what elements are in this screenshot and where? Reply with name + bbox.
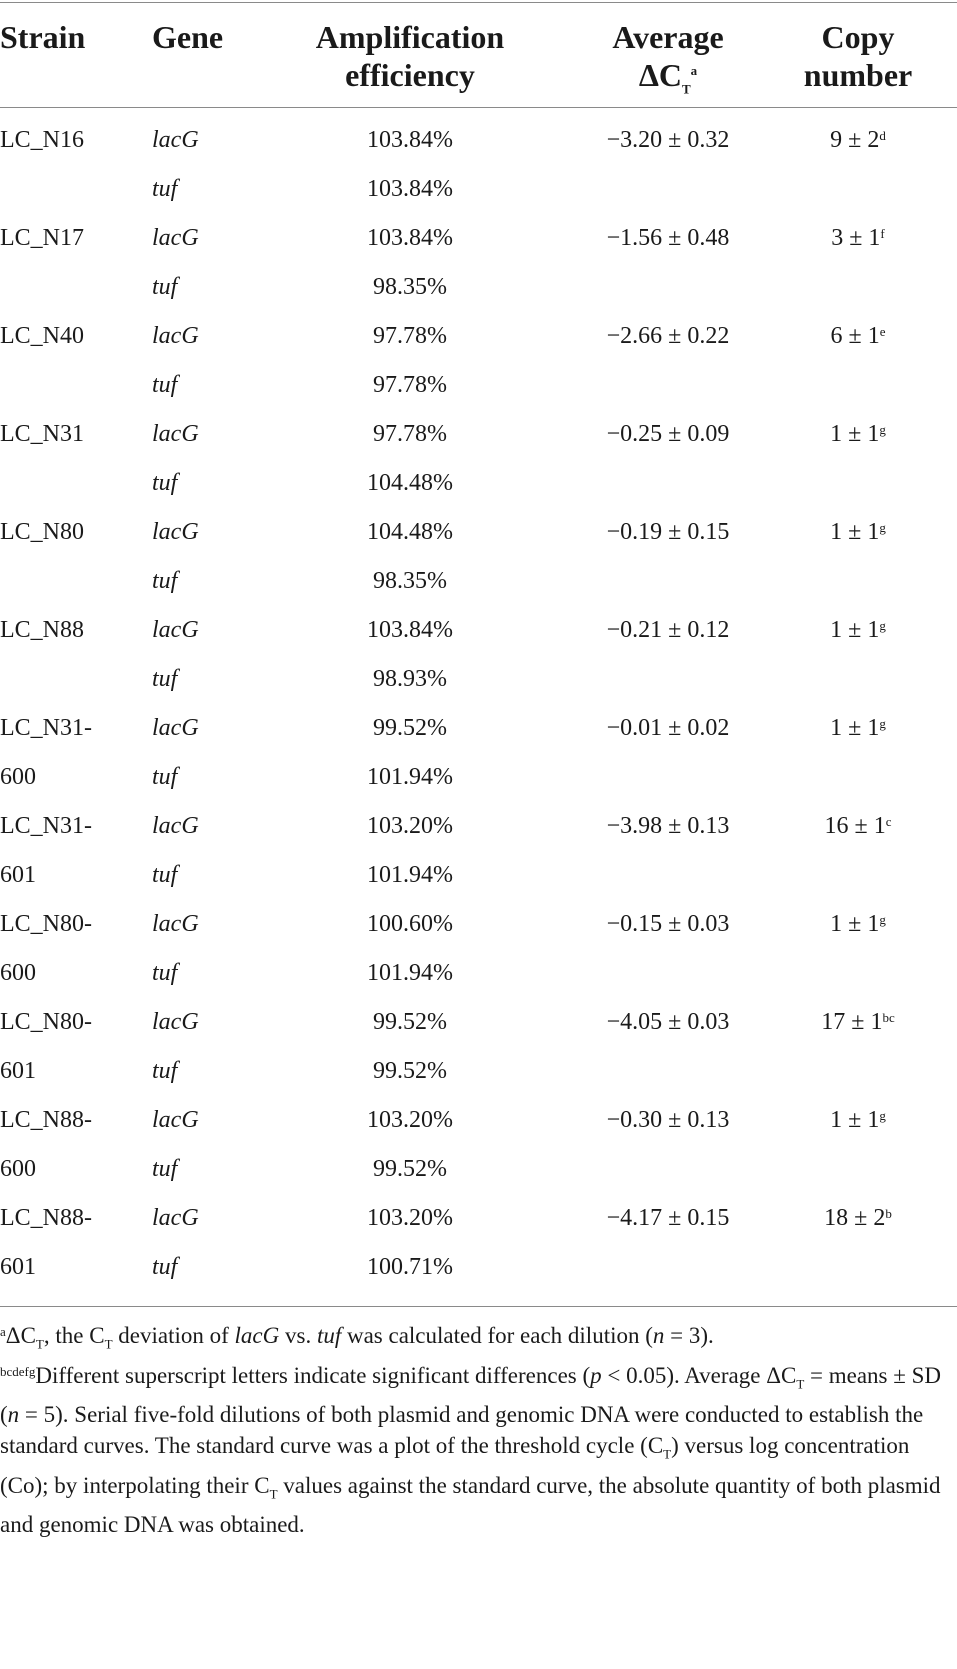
strain-cell: 601: [0, 1058, 36, 1084]
footnote-a-marker: a: [0, 1324, 6, 1339]
average-delta-ct-cell: −3.98 ± 0.13: [606, 813, 730, 839]
average-delta-ct-cell: −3.20 ± 0.32: [606, 127, 730, 153]
amplification-efficiency-cell: 103.20%: [367, 813, 453, 839]
amplification-efficiency-cell: 97.78%: [373, 323, 447, 349]
amplification-efficiency-cell: 97.78%: [373, 421, 447, 447]
header-copy-number: [758, 18, 957, 94]
significance-superscript: c: [885, 814, 892, 829]
copy-number-value: 1 ± 1: [830, 421, 880, 447]
strain-cell: LC_N80: [0, 519, 84, 545]
gene-cell: lacG: [152, 911, 199, 937]
footnote-b-text: Different superscript letters indicate significant differences (p < 0.05). Average $\Delta C_T$ = means ± SD (n = 5). Serial five-fold dilutions of both plasmid and genomic DNA were conducted to establish the standard curves. The standard curve was a plot of the threshold cycle $(C_T)$ versus log concentration (Co); by interpolating their $C_T$ values against the standard curve, the absolute quantity of both plasmid and genomic DNA was obtained.: [0, 1362, 942, 1538]
copy-number-cell: [758, 223, 957, 253]
strain-cell: LC_N31: [0, 421, 84, 447]
significance-superscript: e: [879, 324, 886, 339]
amplification-efficiency-cell: 103.84%: [367, 225, 453, 251]
copy-number-value: 18 ± 2: [824, 1205, 886, 1231]
footnote-a: [0, 1320, 957, 1360]
strain-cell: LC_N31-: [0, 813, 92, 839]
copy-number-value: 1 ± 1: [830, 911, 880, 937]
copy-number-cell: [758, 1105, 957, 1135]
gene-cell: tuf: [152, 1156, 178, 1182]
footnote-b: [0, 1360, 957, 1541]
amplification-efficiency-cell: 101.94%: [367, 764, 453, 790]
copy-number-cell: [758, 125, 957, 155]
strain-cell: LC_N16: [0, 127, 84, 153]
gene-cell: tuf: [152, 372, 178, 398]
significance-superscript: f: [880, 226, 885, 241]
amplification-efficiency-cell: 98.35%: [373, 274, 447, 300]
amplification-efficiency-cell: 97.78%: [373, 372, 447, 398]
average-delta-ct-cell: −0.01 ± 0.02: [606, 715, 730, 741]
strain-cell: 601: [0, 862, 36, 888]
average-delta-ct-cell: −0.30 ± 0.13: [606, 1107, 730, 1133]
footnote-b-marker: bcdefg: [0, 1363, 36, 1379]
gene-cell: tuf: [152, 1254, 178, 1280]
table-top-rule: [0, 2, 957, 3]
header-avg-delta-c: ΔC: [638, 57, 682, 93]
copy-number-cell: [758, 321, 957, 351]
copy-number-cell: [758, 517, 957, 547]
copy-number-cell: [758, 1007, 957, 1037]
gene-cell: tuf: [152, 274, 178, 300]
amplification-efficiency-cell: 104.48%: [367, 519, 453, 545]
copy-number-value: 6 ± 1: [830, 323, 880, 349]
copy-number-value: 1 ± 1: [830, 1107, 880, 1133]
strain-cell: LC_N31-: [0, 715, 92, 741]
copy-number-value: 1 ± 1: [830, 519, 880, 545]
copy-number-value: 1 ± 1: [830, 617, 880, 643]
amplification-efficiency-cell: 103.84%: [367, 617, 453, 643]
header-average-delta-ct: [548, 18, 788, 108]
amplification-efficiency-cell: 98.35%: [373, 568, 447, 594]
significance-superscript: bc: [882, 1010, 895, 1025]
footnote-a-text: $\Delta C_T$, the $C_T$ deviation of lacG vs. tuf was calculated for each dilution (n = 3).: [5, 1323, 714, 1352]
header-strain: Strain: [0, 19, 86, 55]
gene-cell: lacG: [152, 617, 199, 643]
gene-cell: lacG: [152, 225, 199, 251]
gene-cell: lacG: [152, 127, 199, 153]
amplification-efficiency-cell: 103.20%: [367, 1107, 453, 1133]
header-amp-line2: efficiency: [345, 57, 475, 93]
copy-number-value: 3 ± 1: [831, 225, 881, 251]
significance-superscript: g: [879, 618, 886, 633]
significance-superscript: g: [879, 422, 886, 437]
header-gene: Gene: [152, 19, 224, 55]
table-bottom-rule: [0, 1306, 957, 1307]
average-delta-ct-cell: −0.25 ± 0.09: [606, 421, 730, 447]
strain-cell: LC_N88: [0, 617, 84, 643]
strain-cell: 600: [0, 1156, 36, 1182]
average-delta-ct-cell: −1.56 ± 0.48: [606, 225, 730, 251]
gene-cell: lacG: [152, 715, 199, 741]
copy-number-cell: [758, 811, 957, 841]
copy-number-value: 9 ± 2: [830, 127, 880, 153]
copy-number-cell: [758, 713, 957, 743]
strain-cell: LC_N80-: [0, 1009, 92, 1035]
amplification-efficiency-cell: 100.60%: [367, 911, 453, 937]
gene-cell: lacG: [152, 1205, 199, 1231]
copy-number-cell: [758, 615, 957, 645]
header-amplification-efficiency: [290, 18, 530, 94]
strain-cell: LC_N88-: [0, 1205, 92, 1231]
header-avg-sup: a: [690, 63, 698, 78]
average-delta-ct-cell: −0.19 ± 0.15: [606, 519, 730, 545]
strain-cell: LC_N80-: [0, 911, 92, 937]
amplification-efficiency-cell: 101.94%: [367, 960, 453, 986]
average-delta-ct-cell: −4.05 ± 0.03: [606, 1009, 730, 1035]
copy-number-value: 16 ± 1: [824, 813, 886, 839]
gene-cell: tuf: [152, 176, 178, 202]
gene-cell: tuf: [152, 568, 178, 594]
strain-cell: 600: [0, 960, 36, 986]
gene-cell: tuf: [152, 1058, 178, 1084]
gene-cell: lacG: [152, 323, 199, 349]
header-amp-line1: Amplification: [315, 19, 505, 55]
strain-cell: LC_N17: [0, 225, 84, 251]
strain-cell: LC_N88-: [0, 1107, 92, 1133]
significance-superscript: g: [879, 520, 886, 535]
gene-cell: lacG: [152, 421, 199, 447]
strain-cell: 600: [0, 764, 36, 790]
table-header-rule: [0, 107, 957, 108]
gene-cell: lacG: [152, 1107, 199, 1133]
amplification-efficiency-cell: 101.94%: [367, 862, 453, 888]
average-delta-ct-cell: −0.21 ± 0.12: [606, 617, 730, 643]
header-copy-line2: number: [803, 57, 913, 93]
significance-superscript: b: [885, 1206, 892, 1221]
significance-superscript: d: [879, 128, 886, 143]
header-copy-line1: Copy: [821, 19, 895, 55]
copy-number-cell: [758, 1203, 957, 1233]
header-avg-sub: T: [682, 81, 691, 97]
significance-superscript: g: [879, 716, 886, 731]
copy-number-cell: [758, 909, 957, 939]
amplification-efficiency-cell: 103.20%: [367, 1205, 453, 1231]
table-footnotes: [0, 1320, 957, 1540]
average-delta-ct-cell: −4.17 ± 0.15: [606, 1205, 730, 1231]
average-delta-ct-cell: −2.66 ± 0.22: [606, 323, 730, 349]
gene-cell: lacG: [152, 519, 199, 545]
gene-cell: lacG: [152, 813, 199, 839]
significance-superscript: g: [879, 1108, 886, 1123]
gene-cell: tuf: [152, 470, 178, 496]
amplification-efficiency-cell: 99.52%: [373, 715, 447, 741]
strain-cell: 601: [0, 1254, 36, 1280]
copy-number-cell: [758, 419, 957, 449]
amplification-efficiency-cell: 100.71%: [367, 1254, 453, 1280]
gene-cell: tuf: [152, 764, 178, 790]
amplification-efficiency-cell: 98.93%: [373, 666, 447, 692]
amplification-efficiency-cell: 99.52%: [373, 1009, 447, 1035]
gene-cell: tuf: [152, 862, 178, 888]
header-avg-line2: [638, 57, 698, 97]
amplification-efficiency-cell: 99.52%: [373, 1058, 447, 1084]
amplification-efficiency-cell: 104.48%: [367, 470, 453, 496]
amplification-efficiency-cell: 103.84%: [367, 176, 453, 202]
copy-number-value: 17 ± 1: [821, 1009, 883, 1035]
header-avg-line1: Average: [612, 19, 724, 55]
gene-cell: lacG: [152, 1009, 199, 1035]
gene-cell: tuf: [152, 960, 178, 986]
significance-superscript: g: [879, 912, 886, 927]
average-delta-ct-cell: −0.15 ± 0.03: [606, 911, 730, 937]
copy-number-value: 1 ± 1: [830, 715, 880, 741]
amplification-efficiency-cell: 103.84%: [367, 127, 453, 153]
gene-cell: tuf: [152, 666, 178, 692]
strain-cell: LC_N40: [0, 323, 84, 349]
amplification-efficiency-cell: 99.52%: [373, 1156, 447, 1182]
